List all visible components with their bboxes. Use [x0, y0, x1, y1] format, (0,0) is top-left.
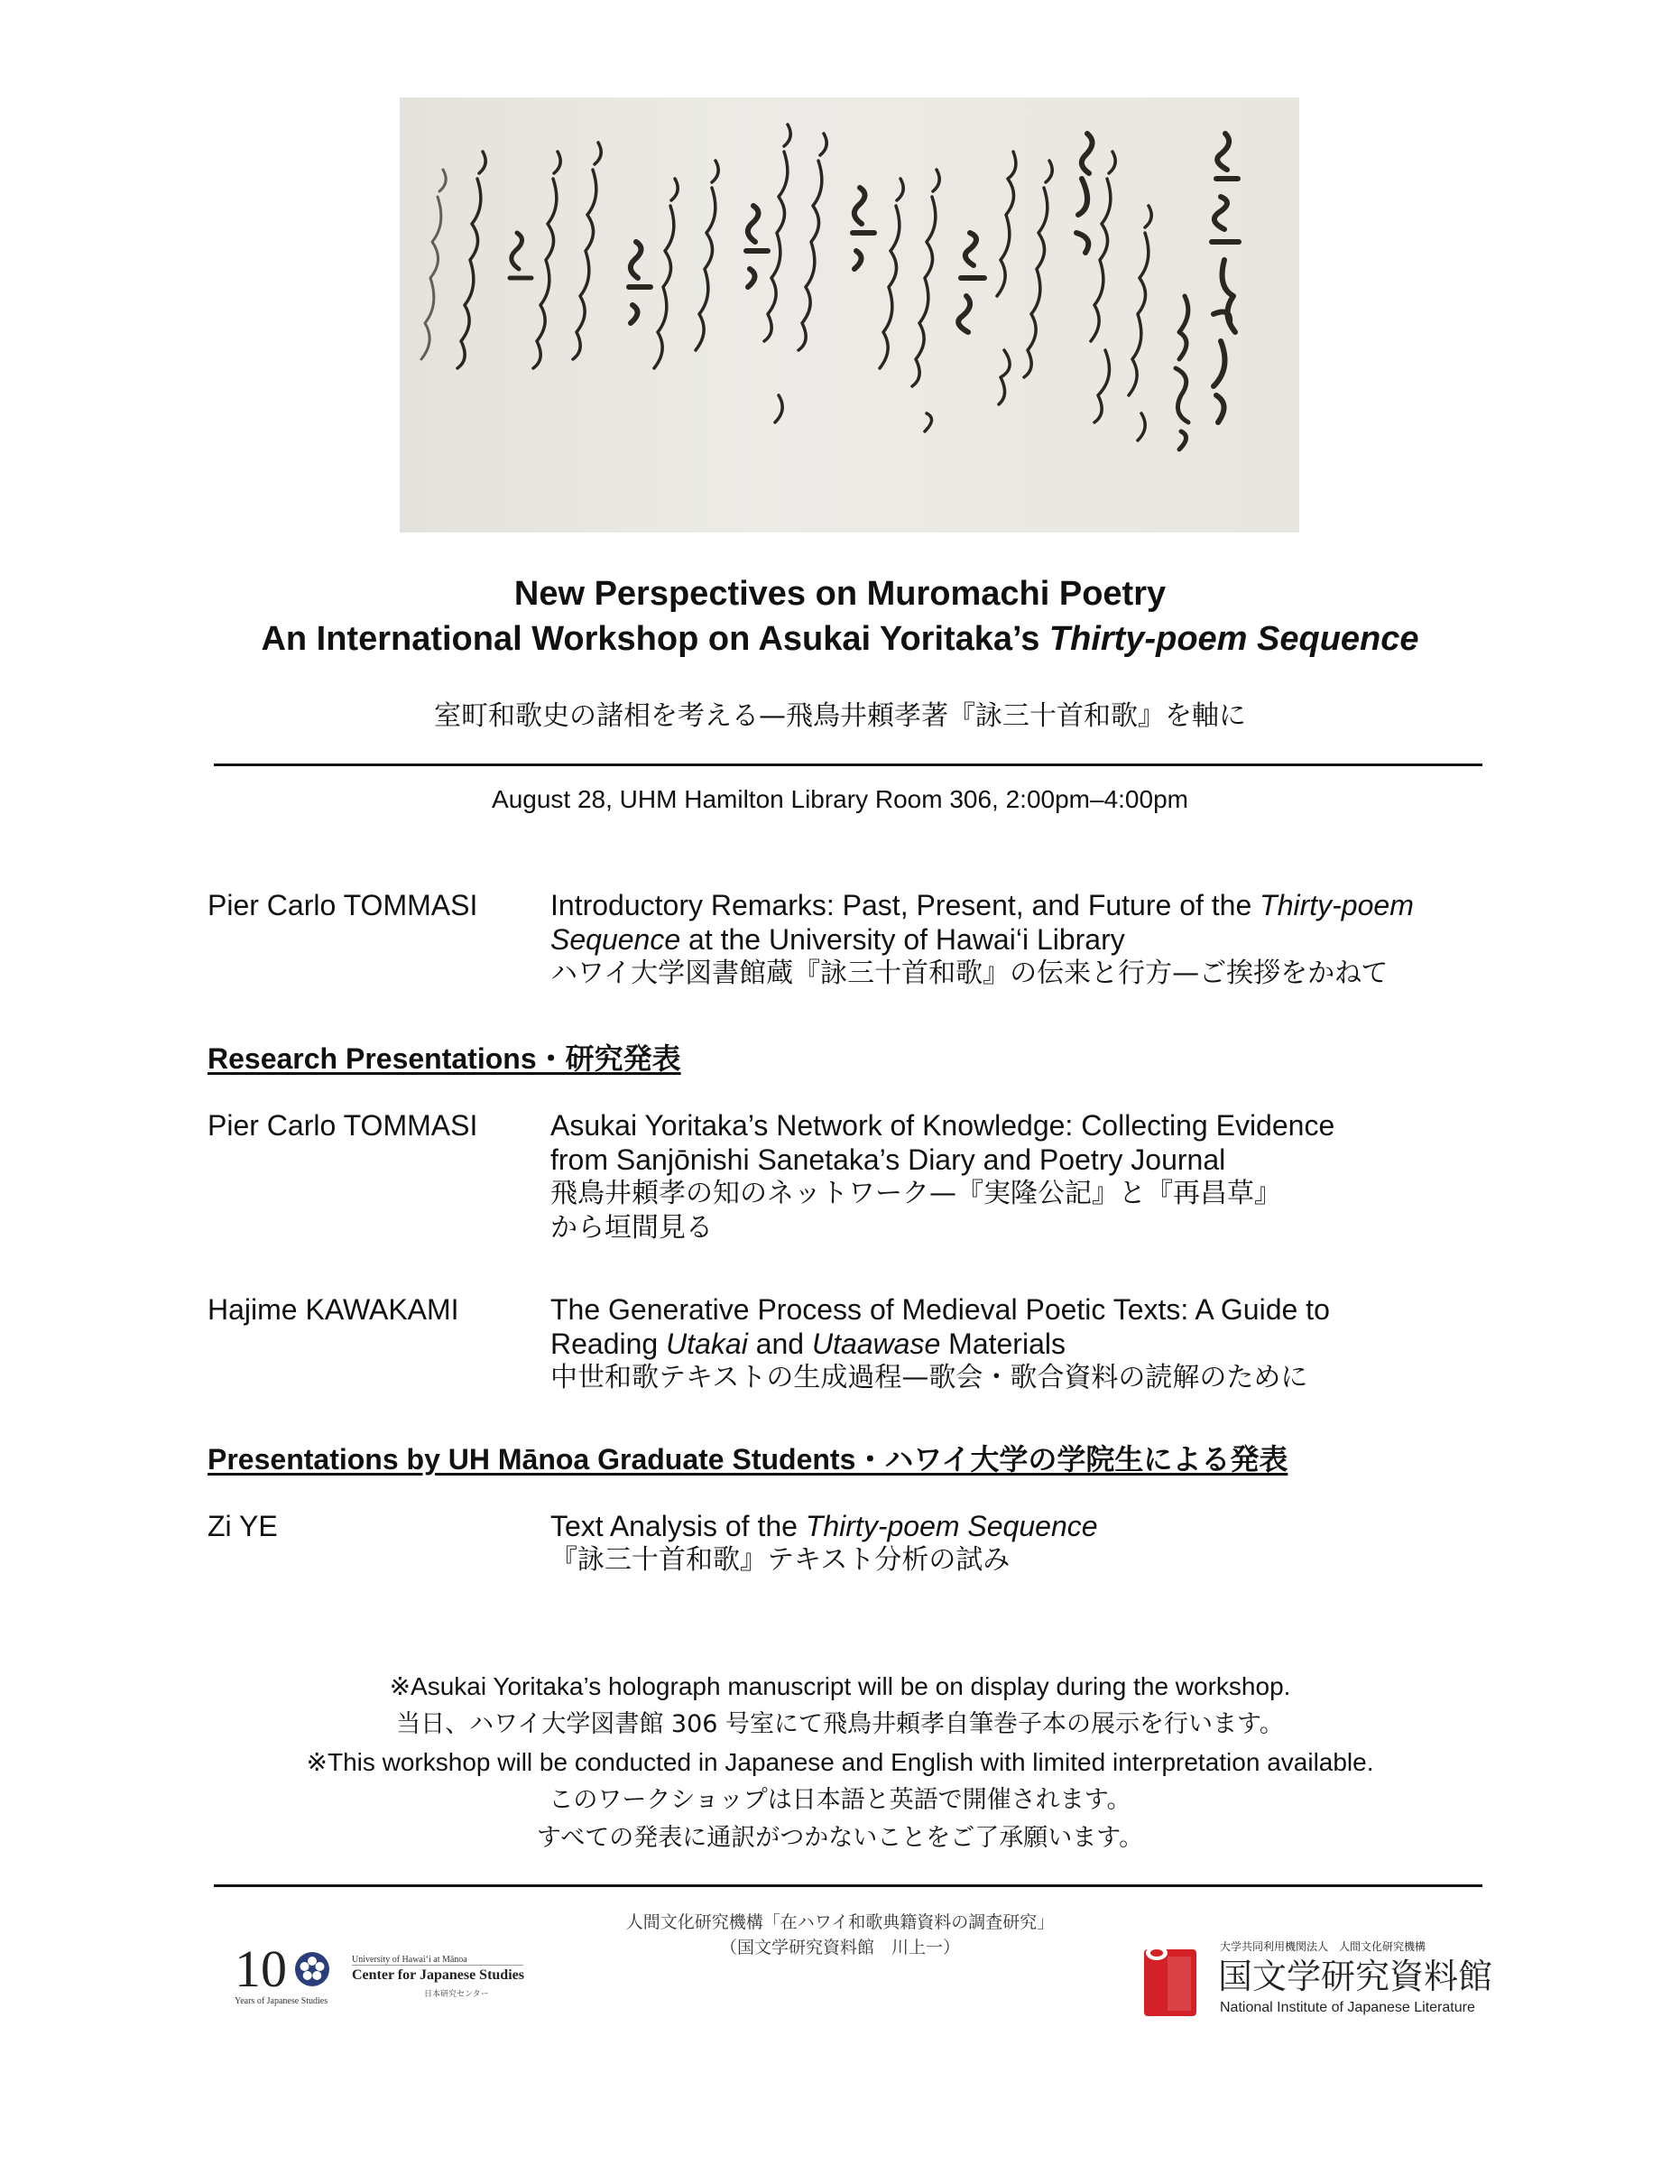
program-item-research-1 — [208, 1108, 1489, 1253]
event-info: August 28, UHM Hamilton Library Room 306, 2:00pm–4:00pm — [492, 785, 1188, 813]
talk-title — [550, 1292, 1507, 1395]
talk-title-italic: Sequence — [550, 923, 681, 956]
talk-title — [550, 888, 1507, 991]
talk-title-italic: Utaawase — [811, 1328, 941, 1360]
talk-title-ja: から垣間見る — [550, 1212, 713, 1244]
speaker-name: Pier Carlo TOMMASI — [208, 1109, 478, 1142]
talk-title-italic: Thirty-poem Sequence — [805, 1510, 1098, 1542]
talk-title-text: and — [747, 1328, 812, 1360]
talk-title-line1 — [550, 1509, 1507, 1543]
nijl-name-ja: 国文学研究資料館 — [1218, 1957, 1493, 1996]
talk-title-line2 — [550, 1327, 1507, 1361]
program-item-research-2 — [208, 1292, 1489, 1401]
section-heading-students: Presentations by UH Mānoa Graduate Students・ハワイ大学の学院生による発表 — [208, 1443, 1288, 1476]
talk-title-ja: ハワイ大学図書館蔵『詠三十首和歌』の伝来と行方—ご挨拶をかねて — [550, 958, 1389, 989]
talk-title-line1 — [550, 888, 1507, 922]
nijl-name-en: National Institute of Japanese Literature — [1220, 2000, 1475, 2015]
talk-title-italic: Utakai — [666, 1328, 748, 1360]
calligraphy-illustration — [400, 97, 1299, 532]
project-credit-line2: （国文学研究資料館 川上一） — [719, 1938, 960, 1957]
nijl-logo — [1139, 1931, 1493, 2022]
university-name: University of Hawai‘i at Mānoa — [352, 1955, 523, 1966]
note-language-en: ※This workshop will be conducted in Japanese and English with limited interpretation available. — [306, 1748, 1374, 1776]
talk-title-text: Materials — [940, 1328, 1066, 1360]
section-heading-research: Research Presentations・研究発表 — [208, 1042, 681, 1075]
divider-top — [214, 763, 1482, 766]
workshop-subtitle — [0, 616, 1680, 662]
talk-title-line2 — [550, 922, 1507, 957]
divider-bottom — [214, 1884, 1482, 1887]
program-item-student-1 — [208, 1509, 1489, 1581]
speaker-name: Zi YE — [208, 1510, 278, 1542]
anniversary-caption: Years of Japanese Studies — [235, 1996, 328, 2006]
talk-title — [550, 1108, 1507, 1245]
talk-title-line1: Asukai Yoritaka’s Network of Knowledge: Collecting Evidence — [550, 1109, 1335, 1142]
talk-title-italic: Thirty-poem — [1260, 889, 1414, 921]
talk-title-ja: 『詠三十首和歌』テキスト分析の試み — [550, 1544, 1011, 1576]
note-language-ja-2: すべての発表に通訳がつかないことをご了承願います。 — [536, 1824, 1144, 1852]
note-display-ja: 当日、ハワイ大学図書館 306 号室にて飛鳥井頼孝自筆巻子本の展示を行います。 — [396, 1710, 1284, 1738]
subtitle-prefix: An International Workshop on Asukai Yoritaka’s — [261, 620, 1049, 658]
note-display-en: ※Asukai Yoritaka’s holograph manuscript will be on display during the workshop. — [389, 1672, 1291, 1700]
nijl-mark-icon — [1139, 1940, 1202, 2022]
talk-title-ja: 中世和歌テキストの生成過程—歌会・歌合資料の読解のために — [550, 1362, 1308, 1393]
center-name-ja: 日本研究センター — [424, 1990, 489, 1999]
note-language-ja-1: このワークショップは日本語と英語で開催されます。 — [549, 1786, 1131, 1814]
manuscript-image — [400, 97, 1299, 532]
speaker-name: Pier Carlo TOMMASI — [208, 889, 478, 921]
talk-title-line2: from Sanjōnishi Sanetaka’s Diary and Poetry Journal — [550, 1143, 1226, 1176]
talk-title-text: Text Analysis of the — [550, 1510, 806, 1542]
subtitle-italic: Thirty-poem Sequence — [1048, 620, 1419, 658]
program-item-opening — [208, 888, 1489, 996]
anniversary-number: 10 — [235, 1939, 287, 1998]
talk-title-line1: The Generative Process of Medieval Poetic Texts: A Guide to — [550, 1293, 1330, 1326]
talk-title-text: Reading — [550, 1328, 667, 1360]
notes — [0, 1668, 1680, 1857]
plum-blossom-icon — [294, 1951, 330, 1987]
talk-title-text: Introductory Remarks: Past, Present, and Future of the — [550, 889, 1260, 921]
talk-title-ja: 飛鳥井頼孝の知のネットワーク—『実隆公記』と『再昌草』 — [550, 1178, 1281, 1209]
nijl-parent-org: 大学共同利用機関法人 人間文化研究機構 — [1220, 1940, 1426, 1953]
center-name: Center for Japanese Studies — [352, 1967, 524, 1983]
japanese-title: 室町和歌史の諸相を考える—飛鳥井頼孝著『詠三十首和歌』を軸に — [434, 700, 1246, 732]
talk-title — [550, 1509, 1507, 1578]
cjs-logo — [235, 1940, 541, 2013]
talk-title-text: at the University of Hawai‘i Library — [680, 923, 1125, 956]
speaker-name: Hajime KAWAKAMI — [208, 1293, 459, 1326]
project-credit-line1: 人間文化研究機構「在ハワイ和歌典籍資料の調査研究」 — [625, 1912, 1055, 1932]
workshop-title: New Perspectives on Muromachi Poetry — [513, 575, 1167, 613]
